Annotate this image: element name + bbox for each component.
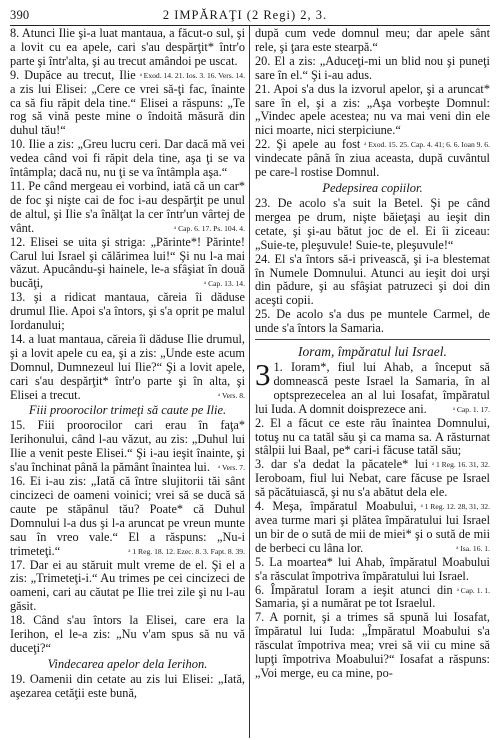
verse-text: 11. Pe când mergeau ei vorbind, iată că un car* de foc şi nişte cai de foc i-au despărţit pe unul de altul, şi Ilie s'a înălţat la cer într'un vârtej de vânt.: [10, 178, 245, 235]
verse: [255, 253, 490, 309]
text-columns: [10, 26, 490, 738]
cross-reference: ᵃ 1 Reg. 16. 31, 32.: [432, 460, 490, 470]
verse: [10, 673, 245, 701]
verse: [10, 291, 245, 333]
verse-text: 3. dar s'a dedat la păcatele* lui Ieroboam, fiul lui Nebat, care făcuse pe Israel să păcătuiască, şi nu s'a abătut dela ele.: [254, 457, 490, 500]
section-heading: Pedepsirea copiilor.: [322, 180, 423, 195]
verse-text: după cum vede domnul meu; dar apele sânt rele, şi ţara este stearpă.“: [254, 26, 490, 54]
section-heading: Ioram, împăratul lui Israel.: [298, 344, 447, 360]
verse: [10, 419, 245, 475]
verse-text: 19. Oamenii din cetate au zis lui Elisei: „Iată, aşezarea cetăţii este bună,: [10, 671, 245, 700]
cross-reference: ᵃ 1 Reg. 12. 28, 31, 32.: [420, 502, 490, 512]
cross-reference: ᵃ Isa. 16. 1.: [456, 543, 490, 553]
verse-text: 15. Fiii proorocilor cari erau în faţa* Ierihonului, când l-au văzut, au zis: „Duhul lui Ilie a venit peste Elisei.“ Şi i-au ieşit înainte, şi s'au închinat până la pământ înaintea lui.: [10, 418, 245, 475]
verse-text: 21. Apoi s'a dus la izvorul apelor, şi a aruncat* sare în el, şi a zis: „Aşa vorbeşte Domnul: „Vindec apele acestea; nu va mai veni din ele nici moarte, nici sterpiciune.“: [254, 81, 490, 138]
verse: [10, 236, 245, 292]
verse: [254, 81, 490, 150]
verse-text: 20. El a zis: „Aduceţi-mi un blid nou şi puneţi sare în el.“ Şi i-au adus.: [254, 53, 490, 82]
cross-reference: ᵃ Cap. 13. 14.: [204, 279, 245, 289]
verse: [10, 180, 245, 236]
verse-text: 7. A pornit, şi a trimes să spună lui Iosafat, împăratul lui Iuda: „Împăratul Moabului s'a răsculat împotriva mea; vrei să vii cu mine să lupţi împotriva Moabului?“ Iosafat a răspuns: „Voi merge, eu ca mine, po-: [254, 610, 490, 680]
verse-text: 8. Atunci Ilie şi-a luat mantaua, a făcut-o sul, şi a lovit cu ea apele, cari s'au despărţit* într'o parte şi într'alta, şi au trecut amândoi pe uscat.: [10, 26, 245, 68]
cross-reference: ᵃ Cap. 1. 1.: [456, 585, 490, 595]
verse: [10, 26, 245, 80]
verse-text: 16. Ei i-au zis: „Iată că între slujitorii tăi sânt cincizeci de oameni voinici; vrei să se ducă să caute pe stăpânul tău? Poate* că Duhul Domnului l-a dus şi l-a aruncat pe vreun munte sau în vreo vale.“ El a răspuns: „Nu-i trimeteţi.“: [10, 474, 245, 558]
verse: [255, 27, 490, 55]
verse-text: 22. Şi apele au fost vindecate până în ziua aceasta, după cuvântul pe care-l rostise Domnul.: [254, 137, 490, 180]
verse-text: 6. Împăratul Ioram a ieşit atunci din Samaria, şi a numărat pe tot Israelul.: [254, 582, 453, 611]
verse-text: 4. Meşa, împăratul Moabului, avea turme mari şi plătea împăratului lui Israel un bir de o sută de mii de miei* şi o sută de mii de berbeci cu lâna lor.: [254, 499, 490, 555]
page-header: [10, 8, 490, 24]
cross-reference: ᵃ Exod. 15. 25. Cap. 4. 41; 6. 6. Ioan 9. 6.: [364, 140, 490, 150]
chapter-number: 3: [254, 357, 271, 393]
verse: [254, 415, 490, 470]
verse: [10, 333, 245, 403]
verse-text: 24. El s'a întors să-i privească, şi i-a blestemat în Numele Domnului. Atunci au ieşit doi urşi din pădure, şi au sfâşiat patruzeci şi doi din aceşti copii.: [254, 251, 490, 308]
verse-text: 5. La moartea* lui Ahab, împăratul Moabului s'a răsculat împotriva împăratului lui Israel.: [254, 554, 490, 583]
verse-text: 25. De acolo s'a dus pe muntele Carmel, de unde s'a întors la Samaria.: [254, 307, 490, 336]
verse-text: 1. Ioram*, fiul lui Ahab, a început să domnească peste Israel la Samaria, în al optsprezecelea an al lui Iosafat, împăratul lui Iuda. A domnit doisprezece ani.: [254, 360, 490, 416]
running-title: 2 IMPĂRAŢI (2 Regi) 2, 3.: [162, 8, 328, 22]
page-number: 390: [10, 8, 30, 22]
verse: [10, 138, 245, 180]
cross-reference: ᵃ Vers. 8.: [218, 390, 245, 400]
verse-text: 10. Ilie a zis: „Greu lucru ceri. Dar dacă mă vei vedea când voi fi răpit dela tine, aşa ţi se va întâmpla; dacă nu, nu ţi se va întâmpla aşa.“: [10, 137, 245, 180]
right-column: [250, 26, 490, 738]
verse: [10, 559, 245, 615]
verse: [10, 614, 245, 656]
section-heading: Vindecarea apelor dela Ierihon.: [47, 656, 208, 671]
verse: [255, 308, 490, 336]
section-rule: [255, 339, 490, 340]
verse-text: 14. a luat mantaua, căreia îi dăduse Ilie drumul, şi a lovit apele cu ea, şi a zis: „Unde este acum Domnul, Dumnezeul lui Ilie?“ Şi a lovit apele, cari s'au despărţit* într'o parte şi în alta, şi Elisei a trecut.: [10, 331, 245, 402]
cross-reference: ᵃ Exod. 14. 21. Ios. 3. 16. Vers. 14.: [139, 70, 245, 80]
cross-reference: ᵃ Cap. 6. 17. Ps. 104. 4.: [174, 223, 245, 233]
left-column: [10, 26, 249, 738]
verse-text: 23. De acolo s'a suit la Betel. Şi pe când mergea pe drum, nişte băieţaşi au ieşit din cetate, şi şi-au bătut joc de el. Ei îi ziceau: „Suie-te, pleşuvule! Suie-te, pleşuvule!“: [254, 195, 490, 252]
verse: [255, 611, 490, 681]
verse-text: 18. Când s'au întors la Elisei, care era la Ierihon, el le-a zis: „Nu v'am spus să nu vă duceţi?“: [10, 613, 245, 655]
verse-text: 9. Dupăce au trecut, Ilie a zis lui Elisei: „Cere ce vrei să-ţi fac, înainte ca să fiu răpit dela tine.“ Elisei a răspuns: „Te rog să vină peste mine o îndoită măsură din duhul tău!“: [10, 67, 245, 138]
section-heading: Fiii proorocilor trimeţi să caute pe Ilie.: [28, 403, 227, 418]
verse: [255, 197, 490, 253]
chapter-opening-verse: [254, 357, 490, 417]
verse: [255, 55, 490, 83]
cross-reference: ᵃ Cap. 1. 17.: [452, 404, 490, 414]
verse-text: 13. şi a ridicat mantaua, căreia îi dăduse drumul Ilie. Apoi s'a întors, şi s'a oprit pe malul Iordanului;: [10, 290, 245, 333]
verse: [10, 475, 245, 558]
cross-reference: ᵃ 1 Reg. 18. 12. Ezec. 8. 3. Fapt. 8. 39.: [128, 546, 245, 556]
verse: [254, 554, 490, 595]
cross-reference: ᵃ Vers. 7.: [218, 463, 245, 473]
verse-text: 17. Dar ei au stăruit mult vreme de el. Şi el a zis: „Trimeteţi-i.“ Au trimes pe cei cincizeci de oameni, cari au căutat pe Ilie trei zile şi nu l-au găsit.: [10, 557, 245, 614]
verse-text: 2. El a făcut ce este rău înaintea Domnului, totuş nu ca tatăl său şi ca mama sa. A răsturnat stâlpii lui Baal, pe* cari-i făcuse tatăl său;: [254, 415, 490, 458]
verse-text: 12. Elisei se uita şi striga: „Părinte*! Părinte! Carul lui Israel şi călărimea lui!“ Şi nu l-a mai văzut. Apucându-şi hainele, le-a sfâşiat în două bucăţi,: [10, 234, 245, 291]
